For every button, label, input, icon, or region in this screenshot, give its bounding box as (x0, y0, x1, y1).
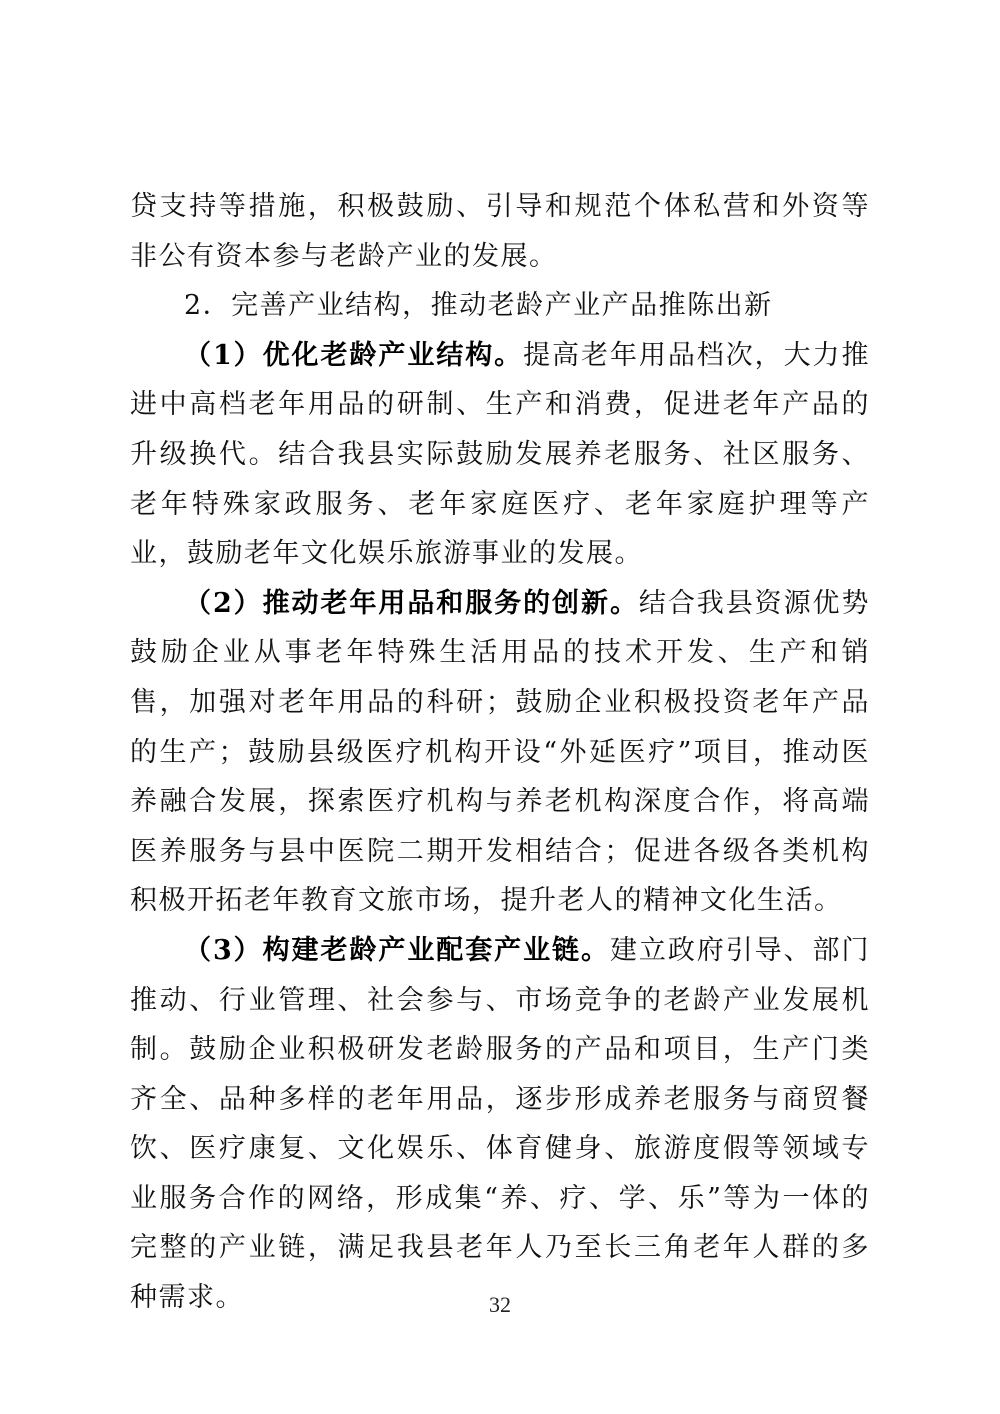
paragraph-lead: （3）构建老龄产业配套产业链。 (184, 934, 610, 966)
heading-text: 2．完善产业结构，推动老龄产业产品推陈出新 (184, 290, 773, 322)
paragraph-text: 提高老年用品档次，大力推进中高档老年用品的研制、生产和消费，促进老年产品的升级换代。结合我县实际鼓励发展养老服务、社区服务、老年特殊家政服务、老年家庭医疗、老年家庭护理等产业，鼓励老年文化娱乐旅游事业的发展。 (130, 339, 870, 570)
page-number: 32 (489, 1292, 511, 1317)
paragraph-industry-chain (130, 926, 870, 1323)
paragraph-text: 结合我县资源优势鼓励企业从事老年特殊生活用品的技术开发、生产和销售，加强对老年用品的科研；鼓励企业积极投资老年产品的生产；鼓励县级医疗机构开设“外延医疗”项目，推动医养融合发展，探索医疗机构与养老机构深度合作，将高端医养服务与县中医院二期开发相结合；促进各级各类机构积极开拓老年教育文旅市场，提升老人的精神文化生活。 (130, 587, 870, 917)
body-text (130, 182, 870, 1323)
paragraph-text: 贷支持等措施，积极鼓励、引导和规范个体私营和外资等非公有资本参与老龄产业的发展。 (130, 191, 870, 272)
section-heading (130, 281, 870, 331)
paragraph-lead: （1）优化老龄产业结构。 (184, 339, 524, 371)
paragraph-innovation (130, 579, 870, 926)
paragraph-optimize-structure (130, 331, 870, 579)
paragraph-lead: （2）推动老年用品和服务的创新。 (184, 587, 639, 619)
paragraph-continuation (130, 182, 870, 281)
paragraph-text: 建立政府引导、部门推动、行业管理、社会参与、市场竞争的老龄产业发展机制。鼓励企业积极研发老龄服务的产品和项目，生产门类齐全、品种多样的老年用品，逐步形成养老服务与商贸餐饮、医疗康复、文化娱乐、体育健身、旅游度假等领域专业服务合作的网络，形成集“养、疗、学、乐”等为一体的完整的产业链，满足我县老年人乃至长三角老年人群的多种需求。 (130, 934, 871, 1314)
